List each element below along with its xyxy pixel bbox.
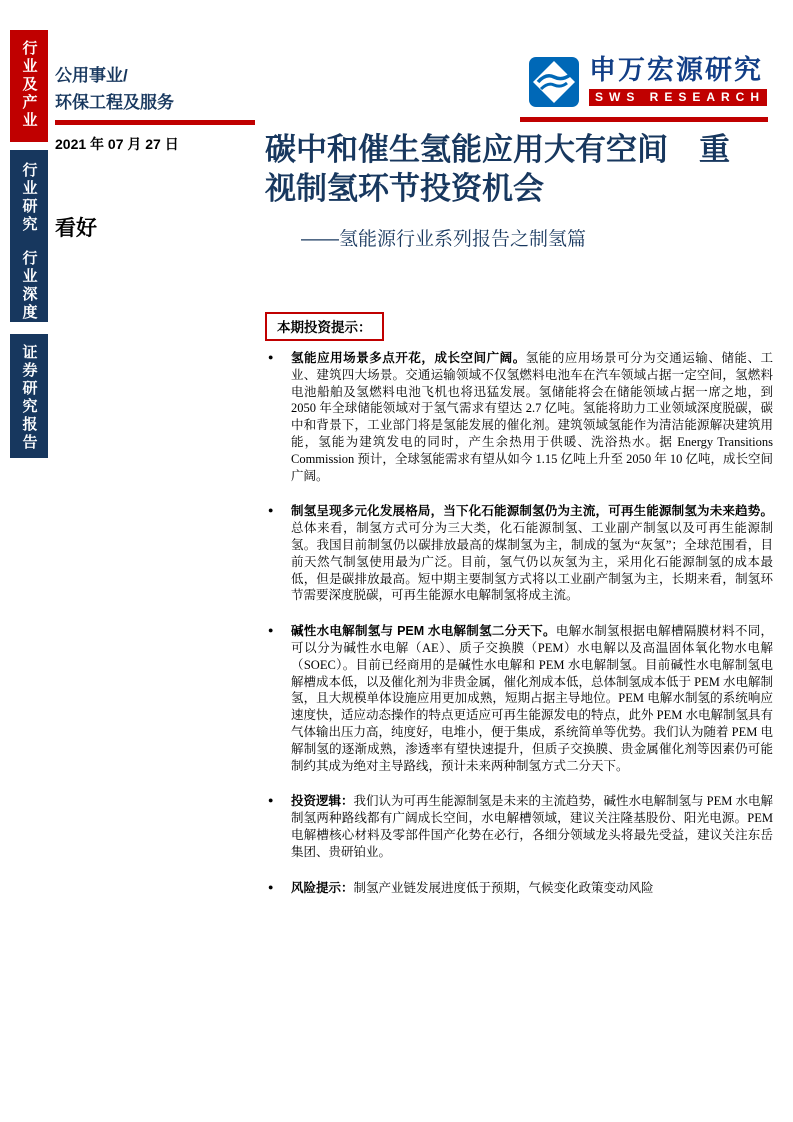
list-item — [265, 350, 773, 484]
item-lead: 风险提示： — [291, 880, 354, 895]
sidebar-industry-tag-label: 行业及产业 — [20, 40, 38, 130]
list-item — [265, 623, 773, 774]
brand-text — [589, 56, 767, 106]
brand-name: 申万宏源研究 — [589, 55, 763, 85]
sidebar-report-category-label: 证券研究报告 — [20, 344, 38, 452]
report-subtitle: ——氢能源行业系列报告之制氢篇 — [301, 229, 587, 250]
sidebar-report-type — [10, 150, 48, 322]
bullet-icon: ● — [268, 625, 274, 636]
bullet-icon: ● — [268, 352, 274, 362]
item-body: 氢能的应用场景可分为交通运输、储能、工业、建筑四大场景。交通运输领域不仅氢燃料电池车在汽车领域占据一定空间，氢燃料电池船舶及氢燃料电池飞机也将迅猛发展。氢储能将会在储能领域占据一席之地，到 2050 年全球储能领域对于氢气需求有望达 2.7 亿吨。氢能将助力工业领域深度脱碳，碳中和背景下，工业部门将是氢能发展的催化剂。建筑领域氢能作为清洁能源解决建筑用能，氢能为建筑发电的同时，产生余热用于供暖、洗浴热水。据 Energy Transitions Commission 预计，全球氢能需求有望从如今 1.15 亿吨上升至 2050 年 10 亿吨，成长空间广阔。 — [291, 351, 773, 483]
industry-line2: 环保工程及服务 — [55, 93, 174, 113]
red-divider-logo — [520, 117, 768, 122]
sws-logo-icon — [528, 56, 580, 113]
list-item — [265, 503, 773, 604]
industry-heading — [55, 62, 174, 116]
item-lead: 制氢呈现多元化发展格局，当下化石能源制氢仍为主流，可再生能源制氢为未来趋势。 — [291, 504, 773, 519]
sidebar-industry-tag — [10, 30, 48, 142]
industry-line1: 公用事业/ — [55, 66, 128, 85]
item-lead: 氢能应用场景多点开花，成长空间广阔。 — [291, 351, 526, 365]
industry-rating: 看好 — [55, 217, 97, 240]
brand-block — [528, 56, 767, 113]
sidebar-report-category — [10, 334, 48, 458]
bullet-icon: ● — [268, 881, 274, 892]
report-date: 2021 年 07 月 27 日 — [55, 136, 179, 152]
highlights-label-box: 本期投资提示： — [265, 312, 384, 341]
sidebar-report-depth-label: 行业深度 — [20, 250, 38, 322]
item-body: 制氢产业链发展进度低于预期，气候变化政策变动风险 — [353, 880, 654, 895]
bullet-icon: ● — [268, 795, 274, 806]
bullet-icon: ● — [268, 505, 274, 516]
item-lead: 碱性水电解制氢与 PEM 水电解制氢二分天下。 — [291, 624, 556, 639]
report-title: 碳中和催生氢能应用大有空间 重视制氢环节投资机会 — [265, 132, 730, 206]
item-body: 我们认为可再生能源制氢是未来的主流趋势，碱性水电解制氢与 PEM 水电解制氢两种路线都有广阔成长空间，水电解槽领域，建议关注隆基股份、阳光电源。PEM 电解槽核心材料及零部件国产化势在必行，各细分领域龙头将最先受益，建议关注东岳集团、贵研铂业。 — [291, 794, 773, 859]
item-body: 总体来看，制氢方式可分为三大类，化石能源制氢、工业副产制氢以及可再生能源制氢。我国目前制氢仍以碳排放最高的煤制氢为主，制成的氢为“灰氢”；全球范围看，目前天然气制氢使用最为广泛。目前，氢气仍以灰氢为主，采用化石能源制氢的成本最低，但是碳排放最高。短中期主要制氢方式将以工业副产制氢为主，长期来看，制氢环节需要深度脱碳，可再生能源水电解制氢将成主流。 — [291, 521, 773, 603]
sidebar-report-type-label: 行业研究 — [20, 162, 38, 234]
list-item — [265, 793, 773, 860]
list-item — [265, 880, 773, 897]
brand-subname: SWS RESEARCH — [589, 89, 767, 106]
item-lead: 投资逻辑： — [291, 794, 354, 809]
highlights-list — [265, 350, 773, 915]
red-divider-left — [55, 120, 255, 125]
item-body: 电解水制氢根据电解槽隔膜材料不同，可以分为碱性水电解（AE）、质子交换膜（PEM）水电解以及高温固体氧化物水电解（SOEC）。目前已经商用的是碱性水电解和 PEM 水电解制氢。目前碱性水电解制氢电解槽成本低，以及催化剂为非贵金属，催化剂成本低，总体制氢成本低于 PEM 水电解制氢，且大规模单体设施应用更加成熟，短期占据主导地位。PEM 电解水制氢的系统响应速度快，适应动态操作的特点更适应可再生能源发电的特点，此外 PEM 水电解制氢具有气体输出压力高，纯度好，电堆小，便于集成，系统简单等优势。我们认为随着 PEM 电解制氢的逐渐成熟，渗透率有望快速提升，但质子交换膜、贵金属催化剂等因素仍可能制约其成为绝对主导路线，预计未来两种制氢方式二分天下。 — [291, 624, 773, 773]
